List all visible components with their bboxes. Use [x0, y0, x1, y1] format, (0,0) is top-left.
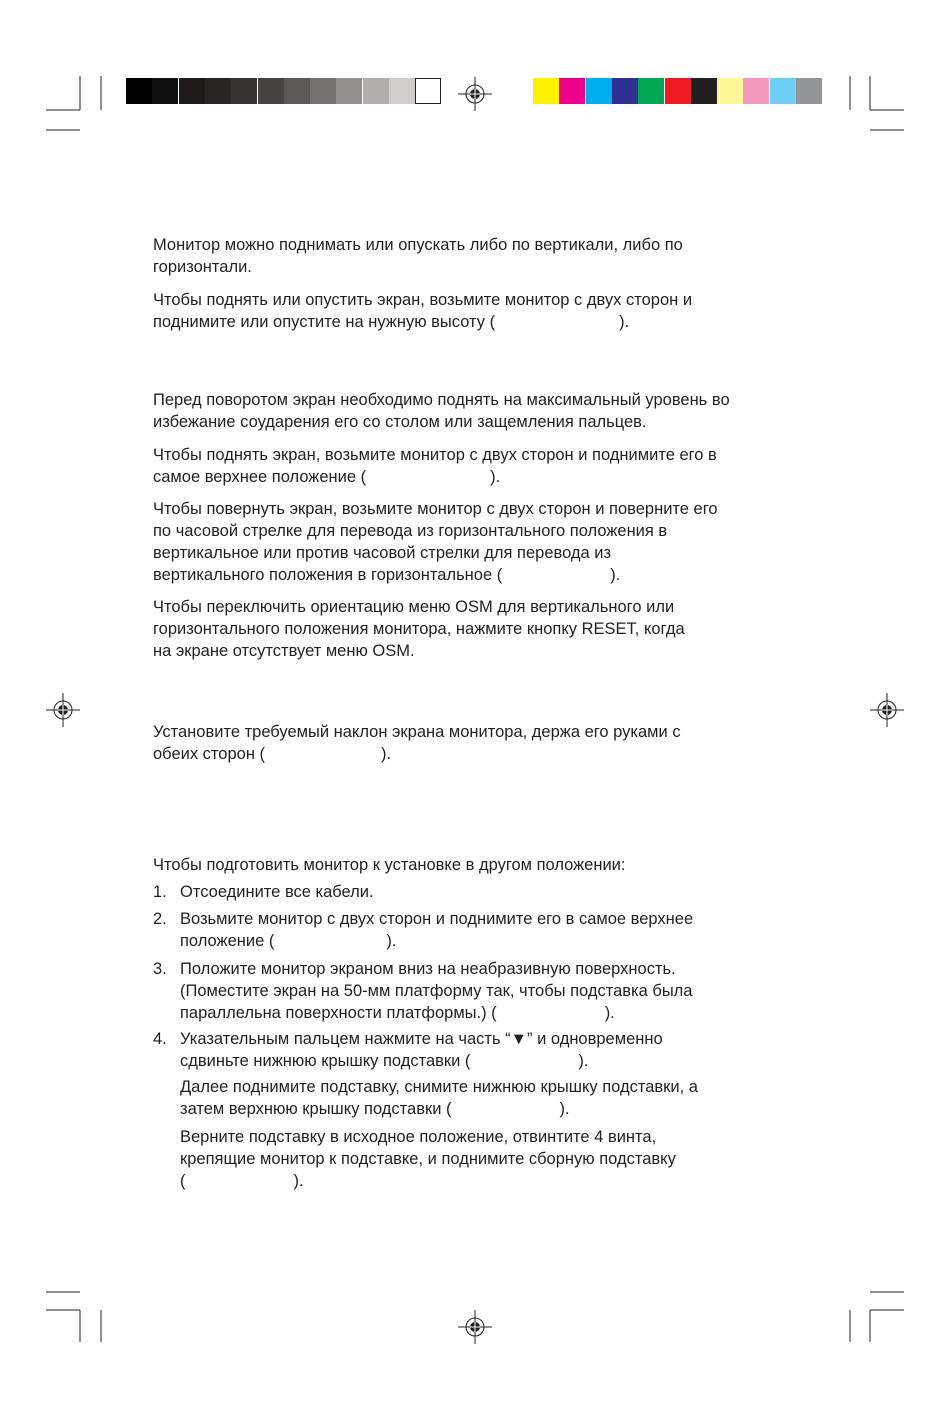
grayscale-swatch	[336, 78, 362, 104]
rotation-rotate-paragraph: Чтобы повернуть экран, возьмите монитор с двух сторон и поверните его по часовой стрелке для перевода из горизонтального положения в вертикальное или против часовой стрелки для перевода из вертикального положения в горизонтальное ( ).	[153, 500, 718, 584]
grayscale-swatch	[152, 78, 178, 104]
height-instruction-paragraph: Чтобы поднять или опустить экран, возьмите монитор с двух сторон и поднимите или опустите на нужную высоту ( ).	[153, 291, 693, 331]
grayscale-swatch	[179, 78, 205, 104]
grayscale-swatch	[389, 78, 415, 104]
grayscale-swatch	[415, 78, 441, 104]
process-color-swatch	[743, 78, 769, 104]
process-color-swatch	[586, 78, 612, 104]
grayscale-swatch	[363, 78, 389, 104]
remove-step4-continue-paragraph: Далее поднимите подставку, снимите нижнюю крышку подставки, а затем верхнюю крышку подставки ( ).	[180, 1078, 698, 1118]
grayscale-swatch	[258, 78, 284, 104]
tilt-paragraph: Установите требуемый наклон экрана монитора, держа его руками с обеих сторон ( ).	[153, 723, 681, 763]
remove-step4-final-paragraph: Верните подставку в исходное положение, отвинтите 4 винта, крепящие монитор к подставке, и поднимите сборную подставку ( ).	[180, 1128, 676, 1190]
process-color-swatch	[559, 78, 585, 104]
registration-target-icon	[458, 1310, 492, 1344]
process-color-swatch	[533, 78, 559, 104]
registration-target-icon	[46, 693, 80, 727]
grayscale-swatch	[284, 78, 310, 104]
remove-intro-paragraph: Чтобы подготовить монитор к установке в другом положении:	[153, 856, 626, 874]
rotation-raise-paragraph: Чтобы поднять экран, возьмите монитор с двух сторон и поднимите его в самое верхнее положение ( ).	[153, 446, 717, 486]
grayscale-swatch	[231, 78, 257, 104]
process-color-swatch	[665, 78, 691, 104]
grayscale-swatch	[205, 78, 231, 104]
height-intro-paragraph: Монитор можно поднимать или опускать либо по вертикали, либо по горизонтали.	[153, 236, 683, 276]
process-color-swatch	[691, 78, 717, 104]
process-color-swatch	[770, 78, 796, 104]
grayscale-swatch	[126, 78, 152, 104]
registration-target-icon	[458, 77, 492, 111]
rotation-warning-paragraph: Перед поворотом экран необходимо поднять на максимальный уровень во избежание соударения его со столом или защемления пальцев.	[153, 391, 730, 431]
registration-target-icon	[870, 693, 904, 727]
process-color-swatch	[717, 78, 743, 104]
process-color-swatch	[796, 78, 822, 104]
grayscale-swatch	[310, 78, 336, 104]
process-color-swatch	[612, 78, 638, 104]
process-color-swatch	[638, 78, 664, 104]
rotation-osm-paragraph: Чтобы переключить ориентацию меню OSM для вертикального или горизонтального положения монитора, нажмите кнопку RESET, когда на экране отсутствует меню OSM.	[153, 598, 685, 660]
